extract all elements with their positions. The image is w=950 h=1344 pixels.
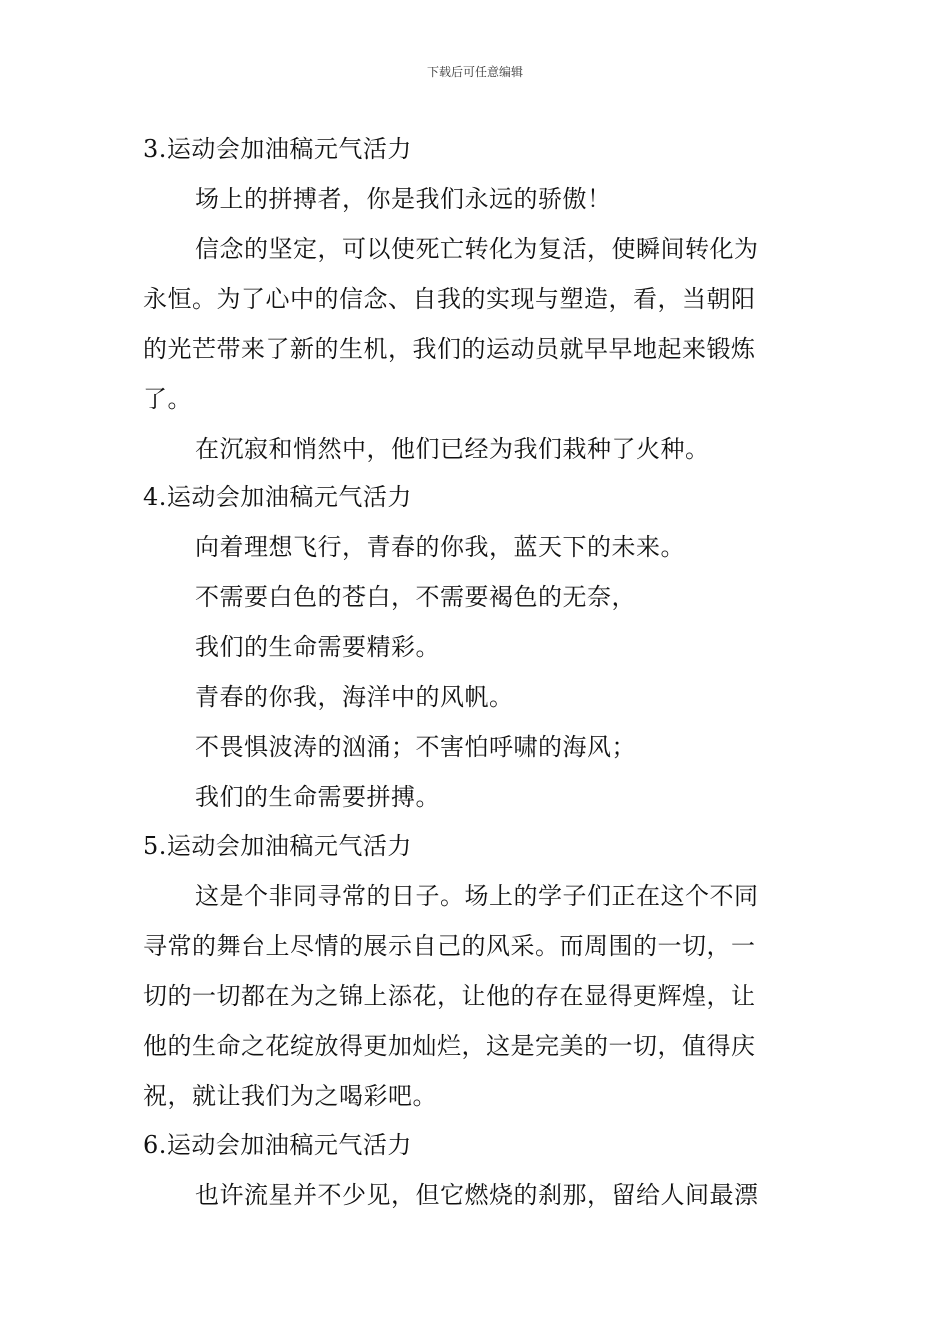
paragraph-line: 永恒。为了心中的信念、自我的实现与塑造，看，当朝阳 xyxy=(143,285,756,313)
section-title: 3.运动会加油稿元气活力 xyxy=(143,135,412,163)
paragraph-line: 青春的你我，海洋中的风帆。 xyxy=(195,683,514,711)
paragraph-line: 切的一切都在为之锦上添花，让他的存在显得更辉煌，让 xyxy=(143,982,756,1010)
section-title: 5.运动会加油稿元气活力 xyxy=(143,832,412,860)
paragraph-line: 也许流星并不少见，但它燃烧的刹那，留给人间最漂 xyxy=(195,1181,759,1209)
paragraph-line: 这是个非同寻常的日子。场上的学子们正在这个不同 xyxy=(195,882,759,910)
section-title: 4.运动会加油稿元气活力 xyxy=(143,483,412,511)
paragraph-line: 祝，就让我们为之喝彩吧。 xyxy=(143,1082,437,1110)
paragraph-line: 在沉寂和悄然中，他们已经为我们栽种了火种。 xyxy=(195,435,710,463)
page-header: 下载后可任意编辑 xyxy=(426,65,523,79)
paragraph-line: 不需要白色的苍白，不需要褐色的无奈， xyxy=(195,583,636,611)
paragraph-line: 寻常的舞台上尽情的展示自己的风采。而周围的一切，一 xyxy=(143,932,756,960)
section-title: 6.运动会加油稿元气活力 xyxy=(143,1131,412,1159)
paragraph-line: 的光芒带来了新的生机，我们的运动员就早早地起来锻炼 xyxy=(143,335,756,363)
paragraph-line: 了。 xyxy=(143,385,192,413)
paragraph-line: 场上的拼搏者，你是我们永远的骄傲！ xyxy=(195,185,612,213)
paragraph-line: 向着理想飞行，青春的你我，蓝天下的未来。 xyxy=(195,533,685,561)
paragraph-line: 我们的生命需要精彩。 xyxy=(195,633,440,661)
paragraph-line: 他的生命之花绽放得更加灿烂，这是完美的一切，值得庆 xyxy=(143,1032,756,1060)
paragraph-line: 信念的坚定，可以使死亡转化为复活，使瞬间转化为 xyxy=(195,235,759,263)
paragraph-line: 我们的生命需要拼搏。 xyxy=(195,783,440,811)
paragraph-line: 不畏惧波涛的汹涌；不害怕呼啸的海风； xyxy=(195,733,636,761)
